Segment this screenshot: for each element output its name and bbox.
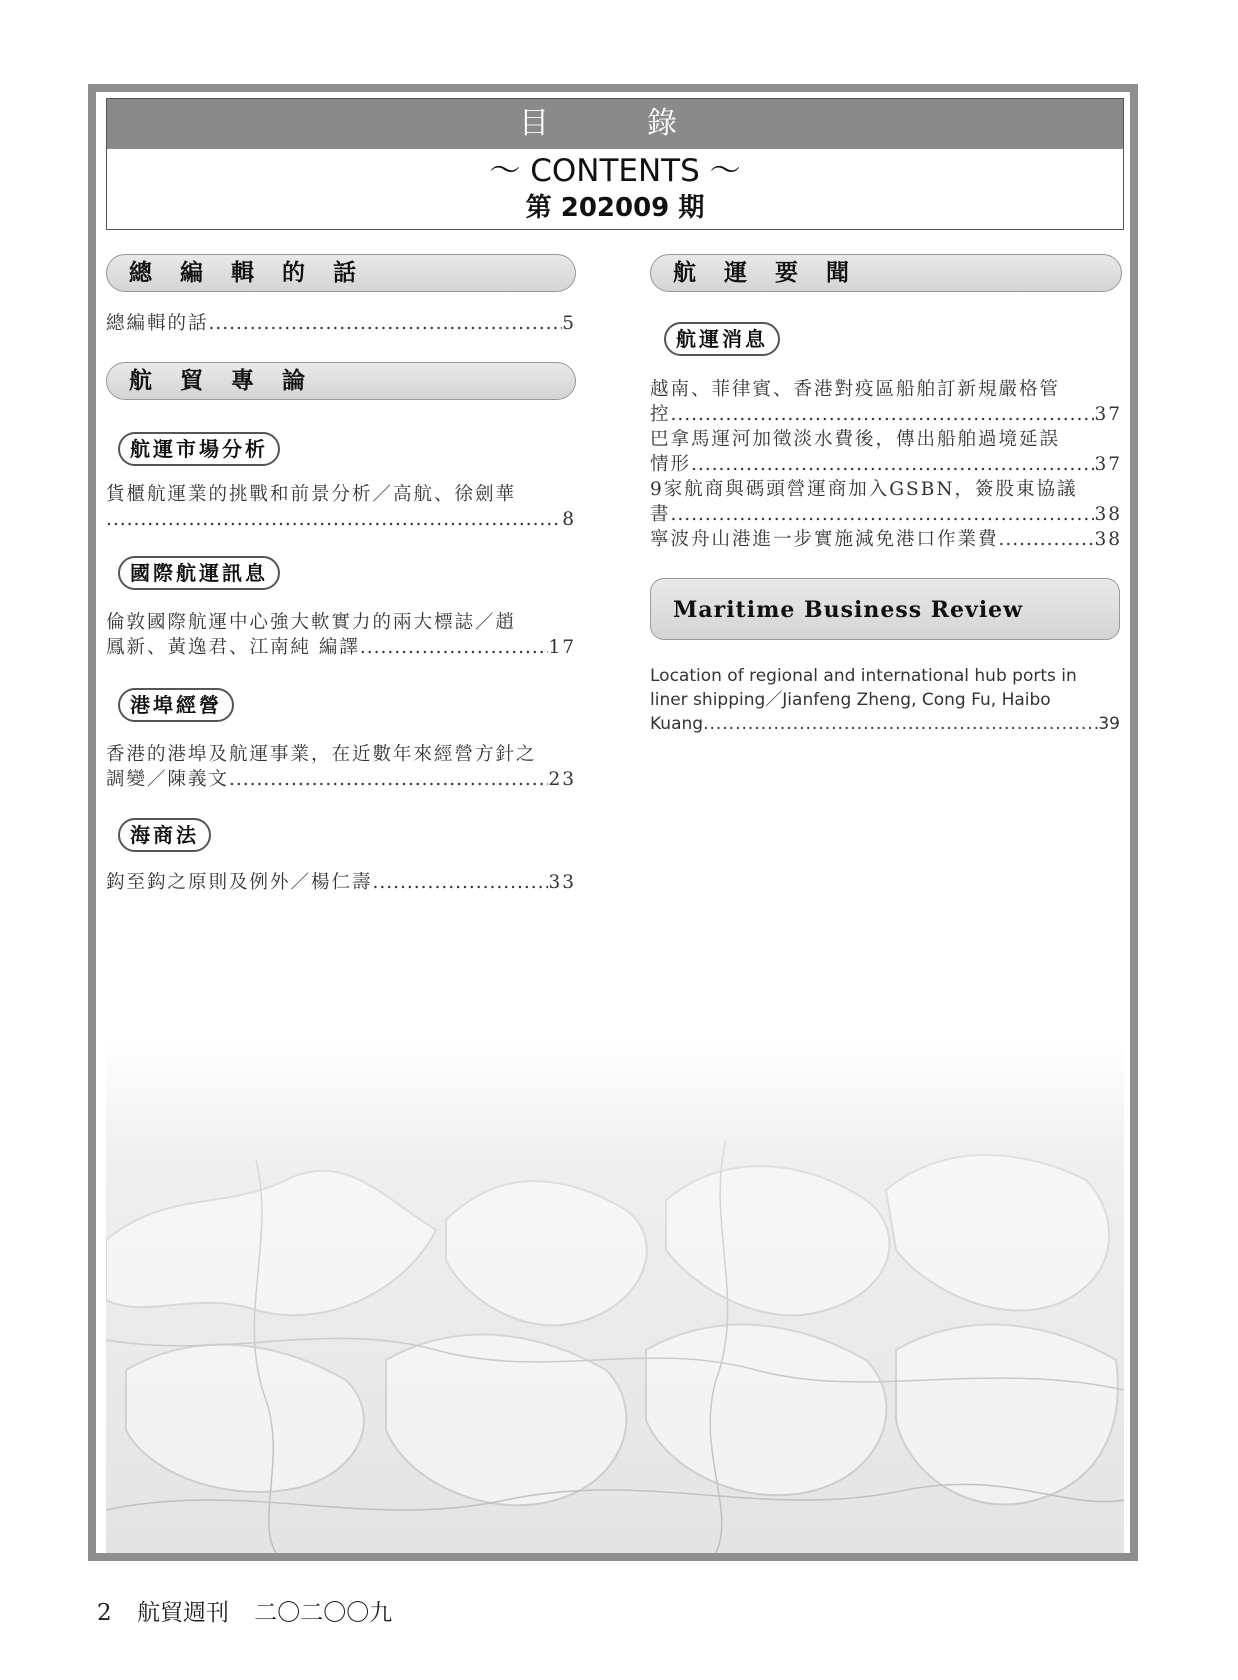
toc-entry-hook-to-hook[interactable]: 鈎至鈎之原則及例外／楊仁壽 ..... 33	[106, 870, 576, 895]
section-shipping-trade-review: 航 貿 專 論	[106, 362, 576, 400]
contents-header	[106, 98, 1124, 230]
page-number: 39	[1098, 714, 1120, 734]
footer-publication: 航貿週刊	[136, 1600, 229, 1626]
section-maritime-business-review: Maritime Business Review	[650, 578, 1120, 640]
subsection-maritime-law: 海商法	[118, 818, 211, 852]
toc-entry-london-shipping[interactable]: 倫敦國際航運中心強大軟實力的兩大標誌／趙 鳳新、黃逸君、江南純 編譯 ..... 17	[106, 610, 576, 660]
page-number: 38	[1094, 529, 1122, 550]
toc-entry-news-3[interactable]: 9家航商與碼頭營運商加入GSBN，簽股東協議 書 ..... 38	[650, 477, 1122, 527]
page-number: 23	[548, 769, 576, 790]
page-footer	[97, 1594, 410, 1627]
header-title: 目 錄	[107, 99, 1123, 149]
section-editor-note: 總 編 輯 的 話	[106, 254, 576, 292]
header-subtitle: ～ CONTENTS ～	[489, 153, 741, 189]
page-number: 33	[548, 872, 576, 893]
toc-entry-container-shipping[interactable]: 貨櫃航運業的挑戰和前景分析／高航、徐劍華 ..... 8	[106, 482, 576, 532]
section-shipping-news: 航 運 要 聞	[650, 254, 1122, 292]
page-number: 37	[1094, 454, 1122, 475]
issue-number: 第 202009 期	[525, 193, 705, 223]
toc-entry-news-2[interactable]: 巴拿馬運河加徵淡水費後，傳出船舶過境延誤 情形 ..... 37	[650, 427, 1122, 477]
toc-entry-hong-kong-ports[interactable]: 香港的港埠及航運事業，在近數年來經營方針之 調變／陳義文 ..... 23	[106, 742, 576, 792]
toc-entry-editor-note[interactable]: 總編輯的話 ..... 5	[106, 311, 576, 336]
page-number: 37	[1094, 404, 1122, 425]
footer-issue: 二〇二〇〇九	[254, 1600, 393, 1626]
toc-entry-news-1[interactable]: 越南、菲律賓、香港對疫區船舶訂新規嚴格管 控 ..... 37	[650, 377, 1122, 427]
page-number: 8	[562, 509, 576, 530]
subsection-international-shipping: 國際航運訊息	[118, 556, 280, 590]
subsection-port-operations: 港埠經營	[118, 688, 234, 722]
marble-texture-decoration	[106, 1040, 1124, 1553]
toc-entry-hub-ports[interactable]: Location of regional and international hub ports in liner shipping／Jianfeng Zheng, Cong Fu, Haibo Kuang ..... 39	[650, 664, 1120, 736]
subsection-market-analysis: 航運市場分析	[118, 432, 280, 466]
footer-page-number: 2	[97, 1600, 112, 1626]
page-number: 17	[548, 637, 576, 658]
page-number: 5	[562, 313, 576, 334]
toc-entry-news-4[interactable]: 寧波舟山港進一步實施減免港口作業費 ..... 38	[650, 527, 1122, 552]
page-number: 38	[1094, 504, 1122, 525]
subsection-shipping-bulletin: 航運消息	[664, 322, 780, 356]
